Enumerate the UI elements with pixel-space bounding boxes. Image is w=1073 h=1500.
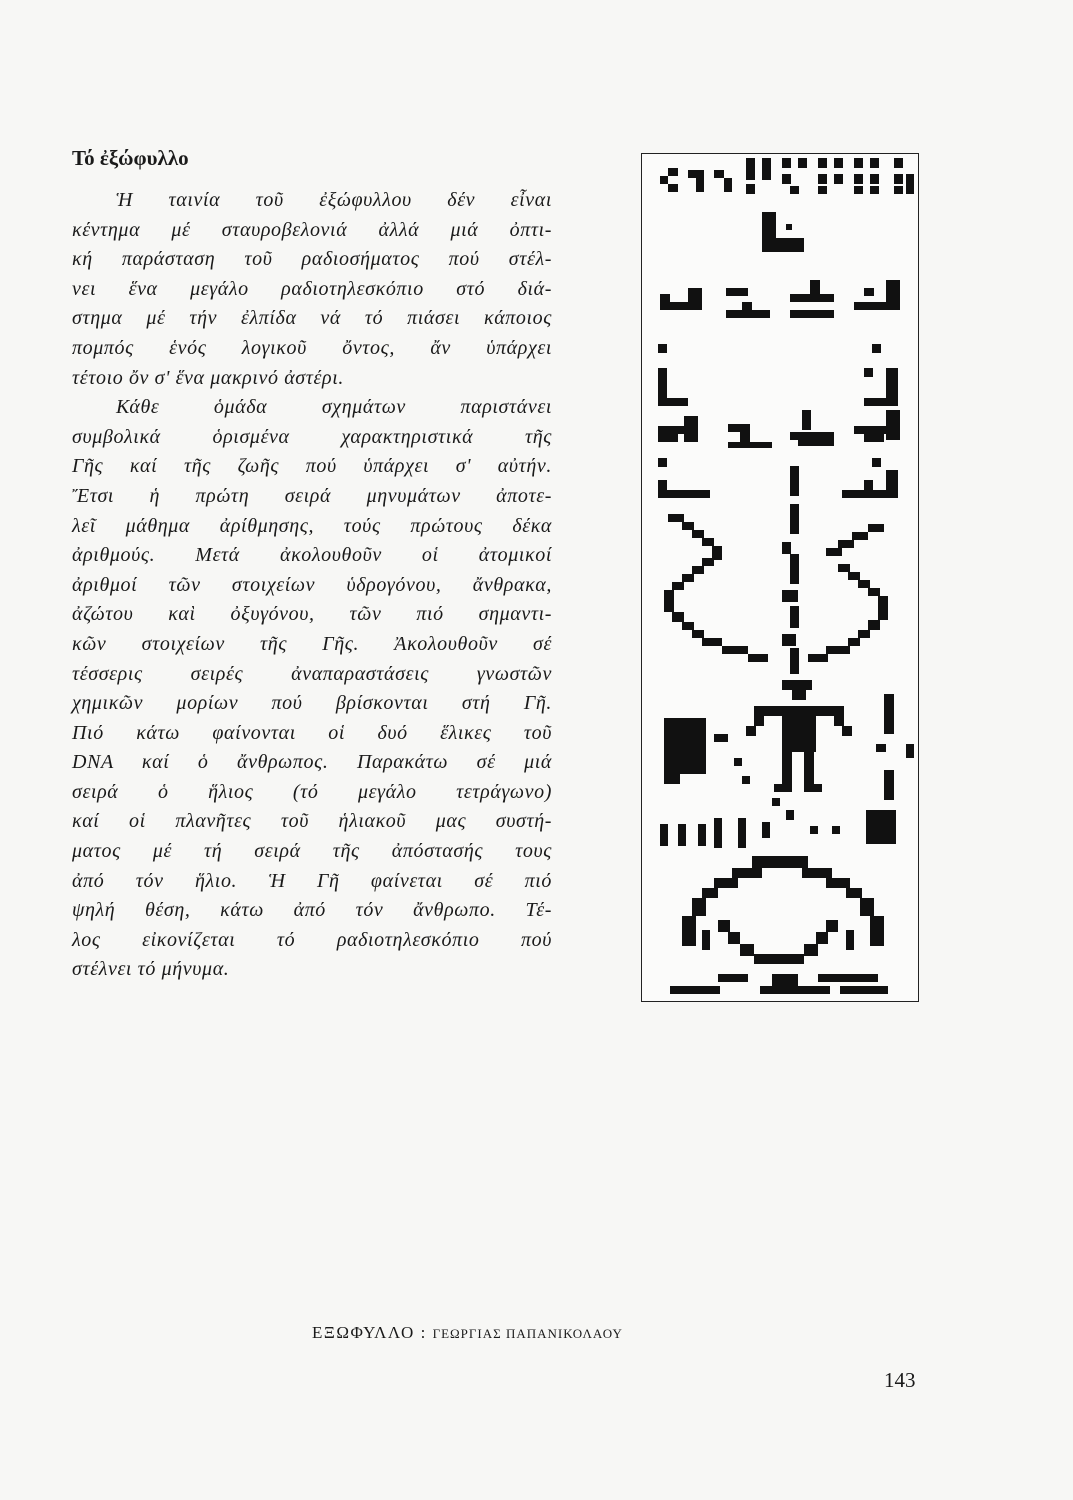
- height-marker: [876, 694, 914, 800]
- solar-system-row: [660, 798, 896, 848]
- dna-helix-left: [664, 514, 768, 662]
- arecibo-message-figure: [641, 153, 919, 1002]
- body-line: τέσσερις σειρές ἀναπαραστάσεις γνωστῶν: [72, 662, 552, 685]
- radio-telescope: [670, 856, 888, 994]
- body-line: ἀριθμούς. Μετά ἀκολουθοῦν οἱ ἀτομικοί: [72, 544, 552, 567]
- body-line: καί οἱ πλανῆτες τοῦ ἡλιακοῦ μας συστή-: [72, 810, 552, 833]
- dna-backbone: [782, 466, 799, 674]
- body-line: χημικῶν μορίων πού βρίσκονται στή Γῆ.: [72, 692, 552, 715]
- body-line: Κάθε ὁμάδα σχημάτων παριστάνει: [116, 396, 552, 419]
- body-line: ἀζώτου καὶ ὀξυγόνου, τῶν πιό σημαντι-: [72, 603, 552, 626]
- body-line: κέντημα μέ σταυροβελονιά ἀλλά μιά ὀπτι-: [72, 218, 552, 241]
- body-line: σειρά ὁ ἥλιος (τό μεγάλο τετράγωνο): [72, 780, 552, 803]
- body-line: κή παράσταση τοῦ ραδιοσήματος πού στέλ-: [72, 248, 552, 271]
- cover-caption: [312, 1323, 623, 1343]
- body-paragraph: [72, 186, 552, 985]
- body-line: πομπός ἑνός λογικοῦ ὄντος, ἄν ὑπάρχει: [72, 336, 552, 359]
- dna-helix-right: [808, 524, 888, 662]
- molecules-row-3: [658, 410, 900, 448]
- numbers-row: [660, 158, 914, 194]
- body-line: ἀριθμοί τῶν στοιχείων ὑδρογόνου, ἄνθρακα,: [72, 573, 552, 596]
- molecules-row-4: [658, 470, 898, 498]
- body-line: συμβολικά ὁρισμένα χαρακτηριστικά τῆς: [72, 425, 552, 448]
- population-block: [664, 718, 750, 784]
- body-line: Πιό κάτω φαίνονται οἱ δυό ἕλικες τοῦ: [72, 721, 552, 744]
- body-line: ψηλή θέση, κάτω ἀπό τόν ἄνθρωπο. Τέ-: [72, 899, 552, 922]
- body-line: τέτοιο ὄν σ' ἕνα μακρινό ἀστέρι.: [72, 366, 344, 389]
- body-line: νει ἕνα μεγάλο ραδιοτηλεσκόπιο στό διά-: [72, 277, 552, 300]
- body-line: ἀπό τόν ἥλιο. Ἡ Γῆ φαίνεται σέ πιό: [72, 869, 552, 892]
- body-line: Γῆς καί τῆς ζωῆς πού ὑπάρχει σ' αὐτήν.: [72, 455, 552, 478]
- body-line: λος εἰκονίζεται τό ραδιοτηλεσκόπιο πού: [72, 928, 552, 951]
- page-number: 143: [884, 1368, 916, 1392]
- caption-separator: :: [420, 1323, 427, 1342]
- body-line: κῶν στοιχείων τῆς Γῆς. Ἀκολουθοῦν σέ: [72, 632, 552, 655]
- body-line: Ἡ ταινία τοῦ ἐξώφυλλου δέν εἶναι: [116, 189, 552, 211]
- body-line: λεῖ μάθημα ἀρίθμησης, τούς πρώτους δέκα: [72, 514, 552, 537]
- human-figure: [746, 680, 852, 792]
- atomic-numbers-block: [762, 212, 804, 252]
- molecules-row-2: [658, 368, 898, 406]
- section-heading: Τό ἐξώφυλλο: [72, 146, 189, 170]
- molecules-row-1: [660, 280, 900, 318]
- arecibo-pixel-pattern: [642, 154, 917, 1000]
- caption-title: ΕΞΩΦΥΛΛΟ: [312, 1323, 415, 1342]
- caption-credit: ΓΕΩΡΓΙΑΣ ΠΑΠΑΝΙΚΟΛΑΟΥ: [432, 1326, 623, 1341]
- body-line: στημα μέ τήν ἐλπίδα νά τό πιάσει κάποιος: [72, 307, 552, 330]
- body-line: Ἔτσι ἡ πρώτη σειρά μηνυμάτων ἀποτε-: [72, 484, 552, 507]
- body-line: στέλνει τό μήνυμα.: [72, 958, 230, 981]
- body-line: DNA καί ὁ ἄνθρωπος. Παρακάτω σέ μιά: [72, 751, 552, 774]
- body-line: ματος μέ τή σειρά τῆς ἀπόστασής τους: [72, 840, 552, 863]
